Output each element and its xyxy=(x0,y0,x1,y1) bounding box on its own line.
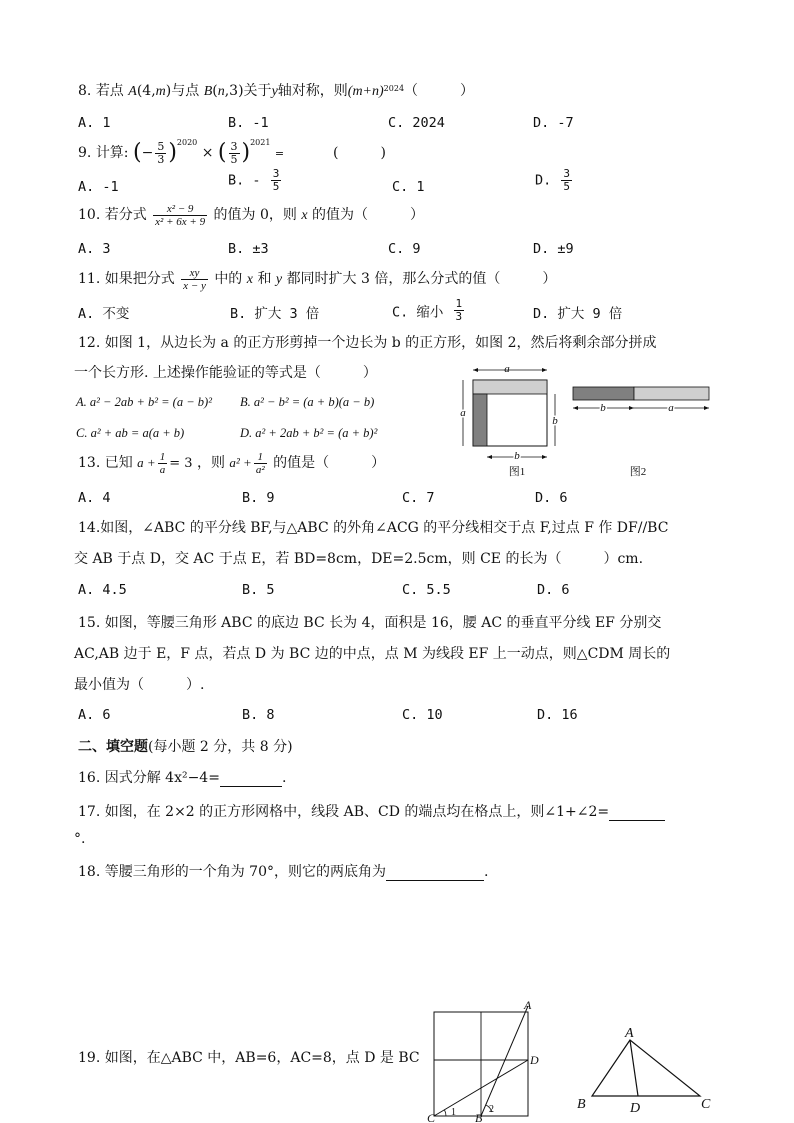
q15-option-c: C. 10 xyxy=(402,707,443,723)
q12-line2: 一个长方形. 上述操作能验证的等式是（ ） xyxy=(74,365,377,381)
fig1-label-a-left: a xyxy=(460,407,466,419)
q17-degree: °. xyxy=(74,831,86,847)
q18-answer-blank[interactable] xyxy=(386,880,484,881)
fig1-label-b-bottom: b xyxy=(514,450,520,462)
q17-stem: 17. 如图，在 2×2 的正方形网格中，线段 AB、CD 的端点均在格点上，则∠1+∠2= xyxy=(78,803,665,821)
section-2-heading: 二、填空题(每小题 2 分，共 8 分) xyxy=(78,739,293,755)
q11-stem: 11. 如果把分式 $\frac{xy}{x - y}$ 中的 x 和 y 都同时扩大 3 倍，那么分式的值（ ） xyxy=(78,266,557,292)
q15-line2: AC,AB 边于 E，F 点，若点 D 为 BC 边的中点，点 M 为线段 EF 上一动点，则△CDM 周长的 xyxy=(74,646,671,662)
fig19-label-b: B xyxy=(577,1097,586,1112)
q14-option-d: D. 6 xyxy=(537,582,570,598)
fig19-label-d: D xyxy=(630,1101,641,1116)
fig1-label-a-top: a xyxy=(504,363,510,375)
q12-option-c: C. a² + ab = a(a + b) xyxy=(76,426,185,440)
fig17-angle-2: 2 xyxy=(489,1104,494,1115)
q8-option-a: A. 1 xyxy=(78,115,111,131)
fig1-diagram xyxy=(460,363,558,478)
q15-option-b: B. 8 xyxy=(242,707,275,723)
q15-line3: 最小值为（ ）. xyxy=(74,677,205,693)
fig1-caption: 图1 xyxy=(508,466,526,478)
q19-stem: 19. 如图，在△ABC 中，AB=6，AC=8，点 D 是 BC xyxy=(78,1050,420,1066)
q17-answer-blank[interactable] xyxy=(609,820,665,821)
q15-option-a: A. 6 xyxy=(78,707,111,723)
q12-option-b: B. a² − b² = (a + b)(a − b) xyxy=(240,395,375,409)
q13-stem: 13. 已知 a + $\frac{1}{a}$ = 3 ，则 a² + $\frac{1}{\text{a²}}$ 的值是（ ） xyxy=(78,450,386,476)
q12-line1: 12. 如图 1，从边长为 a 的正方形剪掉一个边长为 b 的正方形，如图 2，然后将剩余部分拼成 xyxy=(78,335,657,351)
q14-option-c: C. 5.5 xyxy=(402,582,451,598)
fig2-label-a: a xyxy=(668,402,674,414)
q14-option-b: B. 5 xyxy=(242,582,275,598)
q14-line2: 交 AB 于点 D，交 AC 于点 E，若 BD=8cm，DE=2.5cm，则 CE 的长为（ ）cm. xyxy=(74,551,644,567)
q9-option-d: D. $\frac{3}{5}$ xyxy=(535,167,571,193)
fig2-diagram xyxy=(573,387,709,478)
fig2-caption: 图2 xyxy=(629,466,647,478)
q16-answer-blank[interactable] xyxy=(220,786,282,787)
fig17-label-c: C xyxy=(427,1111,436,1123)
fig17-label-d: D xyxy=(530,1053,539,1067)
q11-option-a: A. 不变 xyxy=(78,306,130,322)
q9-option-a: A. -1 xyxy=(78,179,119,195)
q15-option-d: D. 16 xyxy=(537,707,578,723)
q8-option-d: D. -7 xyxy=(533,115,574,131)
q12-option-d: D. a² + 2ab + b² = (a + b)² xyxy=(240,426,378,440)
q9-option-b: B. - $\frac{3}{5}$ xyxy=(228,167,280,193)
q15-line1: 15. 如图，等腰三角形 ABC 的底边 BC 长为 4，面积是 16，腰 AC 的垂直平分线 EF 分别交 xyxy=(78,615,662,631)
q19-triangle-figure xyxy=(570,1022,720,1123)
q9-option-c: C. 1 xyxy=(392,179,425,195)
q10-stem: 10. 若分式 $\frac{\text{x² − 9}}{\text{x² + 6x + 9}}$ 的值为 0，则 x 的值为（ ） xyxy=(78,202,425,228)
q11-option-b: B. 扩大 3 倍 xyxy=(230,306,320,322)
q10-option-a: A. 3 xyxy=(78,241,111,257)
fig19-label-c: C xyxy=(701,1097,711,1112)
q11-option-d: D. 扩大 9 倍 xyxy=(533,306,623,322)
q8-stem: 8. 若点 A(4,m)与点 B(n,3)关于y轴对称，则$(m+n)^{2024}$（ ） xyxy=(78,83,475,99)
q10-option-d: D. ±9 xyxy=(533,241,574,257)
fig19-label-a: A xyxy=(625,1026,634,1041)
q13-option-b: B. 9 xyxy=(242,490,275,506)
q14-option-a: A. 4.5 xyxy=(78,582,127,598)
fig17-label-a: A xyxy=(524,998,532,1012)
q9-stem: 9. 计算: (− $\frac{5}{3}$ )$^{2020}$ × ( $\frac{3}{5}$ )$^{2021}$ = ( ) xyxy=(78,138,386,166)
q12-option-a: A. a² − 2ab + b² = (a − b)² xyxy=(76,395,212,409)
q12-figures xyxy=(455,360,720,482)
q16-stem: 16. 因式分解 4x²−4= . xyxy=(78,770,287,786)
fig17-label-b: B xyxy=(475,1111,483,1123)
q8-option-b: B. -1 xyxy=(228,115,269,131)
q13-option-a: A. 4 xyxy=(78,490,111,506)
q8-option-c: C. 2024 xyxy=(388,115,445,131)
q17-grid-figure xyxy=(420,998,550,1123)
q13-option-d: D. 6 xyxy=(535,490,568,506)
q10-option-b: B. ±3 xyxy=(228,241,269,257)
q11-option-c: C. 缩小 $\frac{1}{3}$ xyxy=(392,297,463,323)
q18-stem: 18. 等腰三角形的一个角为 70°，则它的两底角为 . xyxy=(78,864,489,880)
fig1-label-b-right: b xyxy=(552,415,558,427)
q10-option-c: C. 9 xyxy=(388,241,421,257)
q14-line1: 14.如图，∠ABC 的平分线 BF,与△ABC 的外角∠ACG 的平分线相交于点 F,过点 F 作 DF//BC xyxy=(78,520,669,536)
fig17-angle-1: 1 xyxy=(451,1107,456,1118)
fig2-label-b: b xyxy=(600,402,606,414)
q13-option-c: C. 7 xyxy=(402,490,435,506)
